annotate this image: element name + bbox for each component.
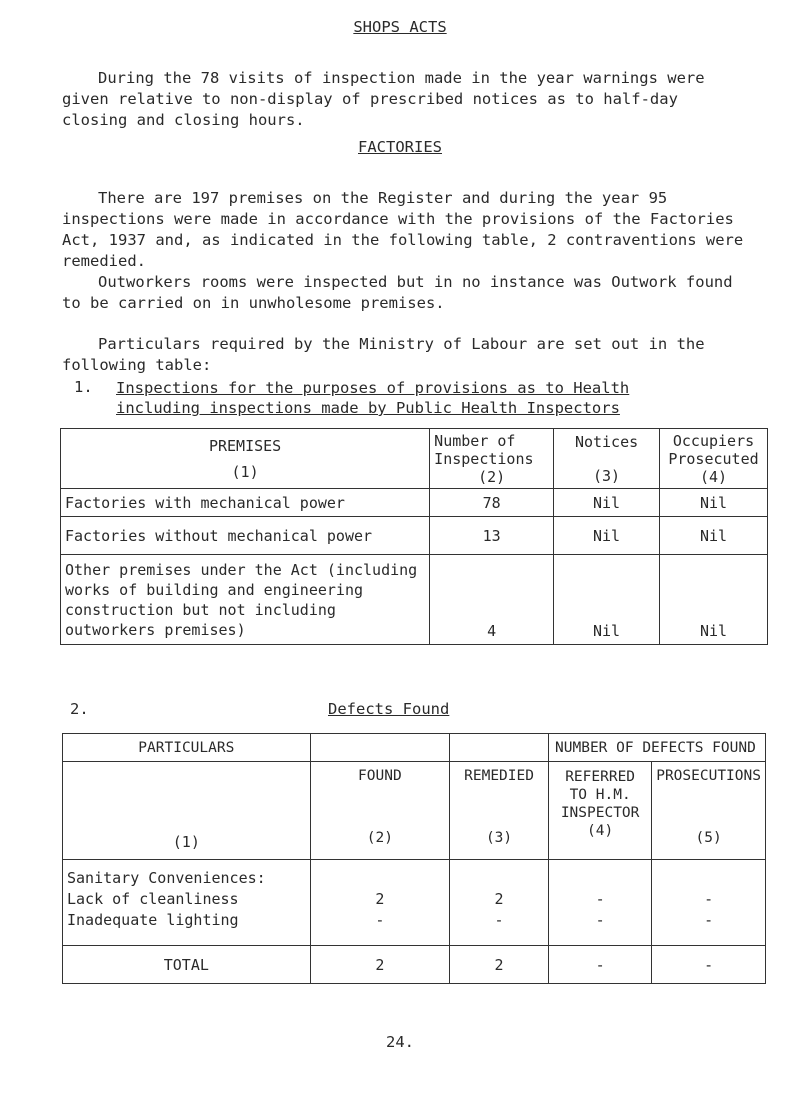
table-row: Factories with mechanical power 78 Nil Nil [61,489,768,517]
factories-paragraph-3: Particulars required by the Ministry of Labour are set out in the following table: [62,335,705,374]
factories-paragraph-2: Outworkers rooms were inspected but in no instance was Outwork found to be carried on in unwholesome premises. [62,273,733,312]
table-row: Factories without mechanical power 13 Nil Nil [61,517,768,555]
shops-acts-heading: SHOPS ACTS [353,18,447,36]
inspections-table [60,428,768,645]
factories-paragraph-1: There are 197 premises on the Register and during the year 95 inspections were made in accordance with the provisions of the Factories Act, 1937 and, as indicated in the following table, 2 contraventions were remedied. [62,189,744,270]
header-particulars: PARTICULARS [63,734,311,762]
header-prosecuted: Occupiers Prosecuted (4) [660,429,768,489]
header-notices: Notices (3) [554,429,660,489]
header-inspections: Number of Inspections (2) [430,429,554,489]
section-2-number: 2. [70,700,89,718]
header-found: FOUND (2) [310,762,449,860]
inspections-table-header-row [61,429,768,489]
section-1-number: 1. [74,378,93,396]
header-premises: PREMISES (1) [61,429,430,489]
header-remedied: REMEDIED (3) [450,762,549,860]
table-row: Other premises under the Act (including works of building and engineering construction but not including outworkers premises) 4 Nil Nil [61,555,768,645]
header-prosecutions: PROSECUTIONS (5) [652,762,766,860]
header-referred: REFERRED TO H.M. INSPECTOR (4) [549,762,652,860]
header-number-of-defects: NUMBER OF DEFECTS FOUND [549,734,766,762]
section-1-title-line2: including inspections made by Public Health Inspectors [116,399,620,417]
factories-heading: FACTORIES [358,138,442,156]
section-2-title: Defects Found [328,700,450,718]
page-number: 24. [386,1033,414,1051]
total-row: TOTAL 2 2 - - [63,946,766,984]
group-label: Sanitary Conveniences: [67,869,266,887]
defects-table-top-header [63,734,766,762]
defects-table-header-row: (1) FOUND (2) REMEDIED (3) REFERRED TO H.M. INSPECTOR (4) PROSECUTIONS (5) [63,762,766,860]
section-1-title-line1: Inspections for the purposes of provisions as to Health [116,379,630,397]
defects-table [62,733,766,984]
shops-acts-paragraph: During the 78 visits of inspection made in the year warnings were given relative to non-display of prescribed notices as to half-day closing and closing hours. [62,69,705,129]
table-row: Sanitary Conveniences: Lack of cleanliness Inadequate lighting 2 - 2 - - - - - [63,860,766,946]
